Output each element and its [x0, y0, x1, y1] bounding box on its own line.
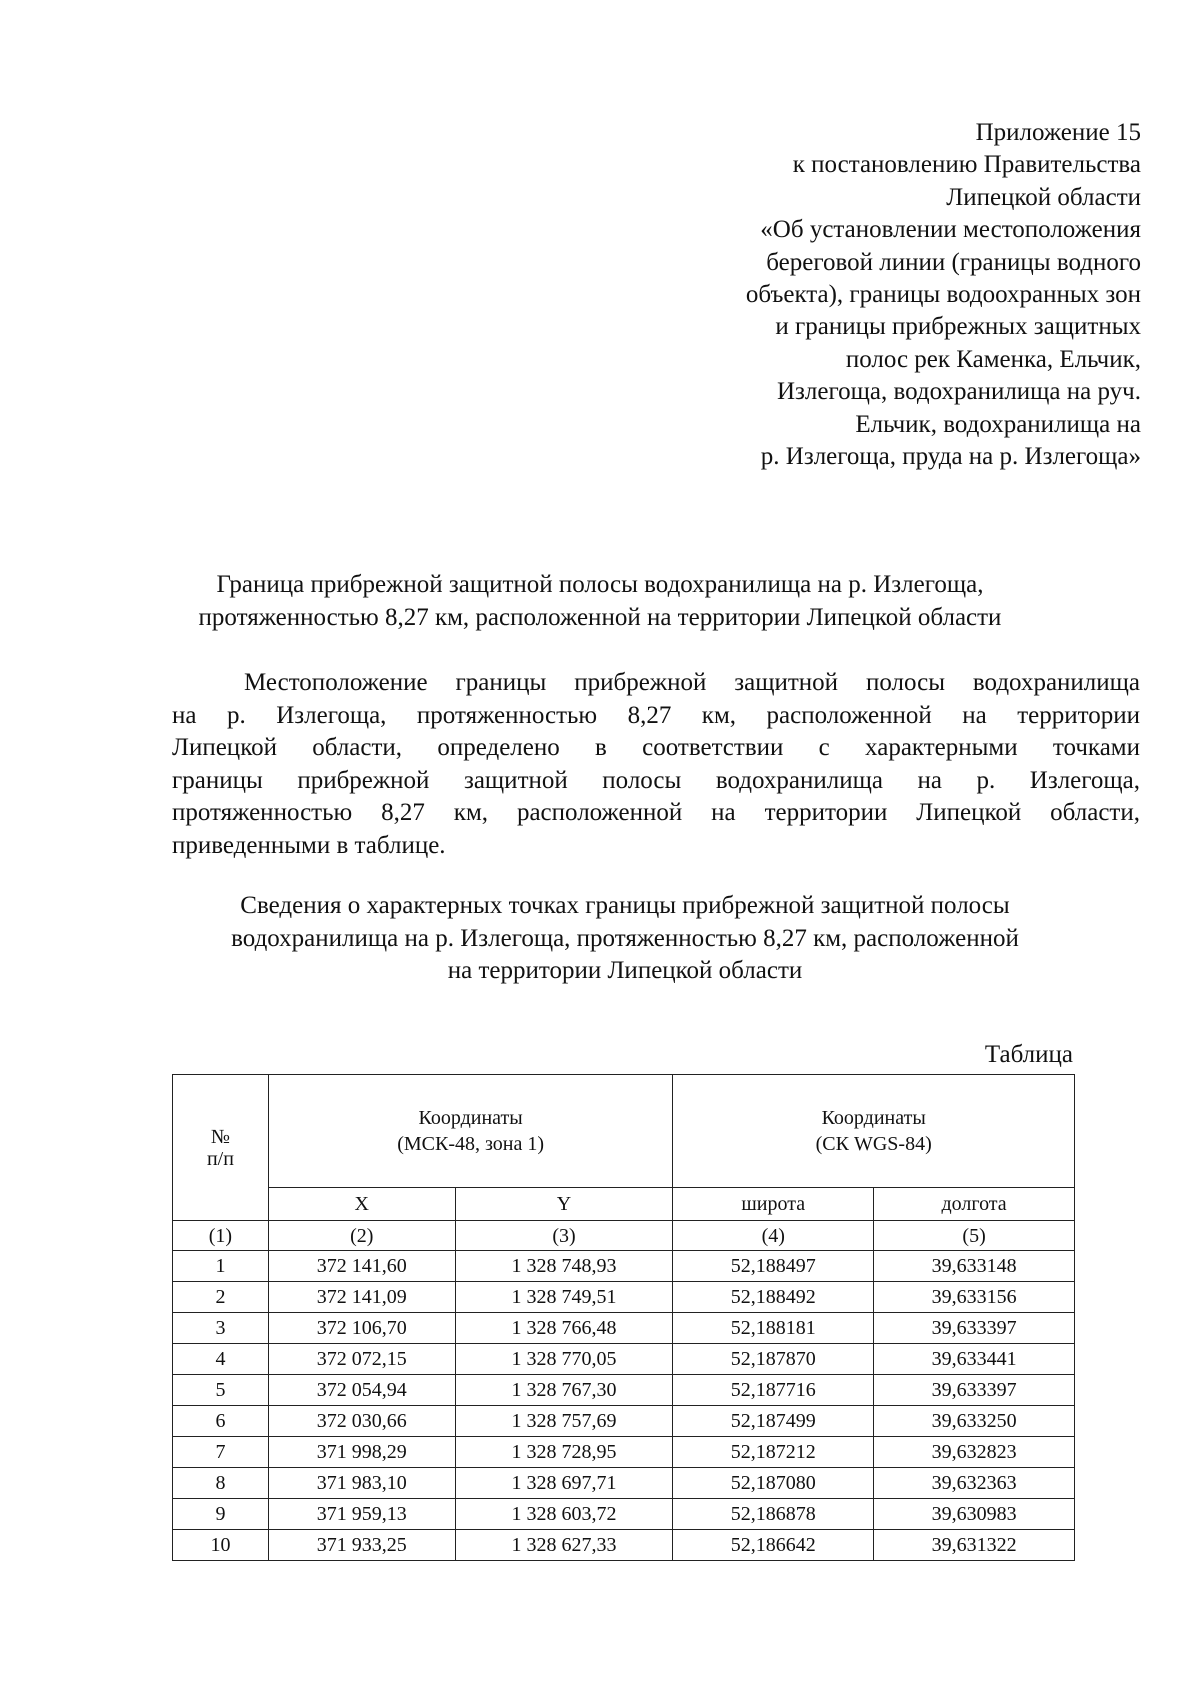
coordinates-table: [172, 1074, 1075, 1561]
appendix-block: [581, 117, 1141, 473]
header-wgs-coordinates: [673, 1075, 1075, 1188]
cell-y: 1 328 627,33: [455, 1530, 673, 1561]
cell-longitude: 39,633250: [874, 1406, 1075, 1437]
cell-longitude: 39,632823: [874, 1437, 1075, 1468]
cell-number: 9: [173, 1499, 269, 1530]
table-row: [173, 1282, 1075, 1313]
document-heading: [150, 568, 1050, 634]
cell-number: 1: [173, 1251, 269, 1282]
appendix-line: Ельчик, водохранилища на: [855, 410, 1141, 438]
table-row: [173, 1530, 1075, 1561]
cell-y: 1 328 748,93: [455, 1251, 673, 1282]
table-row: [173, 1499, 1075, 1530]
cell-latitude: 52,188492: [673, 1282, 874, 1313]
cell-x: 372 141,09: [268, 1282, 455, 1313]
header-number-label: п/п: [206, 1147, 234, 1170]
cell-latitude: 52,187499: [673, 1406, 874, 1437]
header-msk-system: (МСК-48, зона 1): [397, 1133, 545, 1155]
appendix-line: объекта), границы водоохранных зон: [745, 281, 1141, 309]
cell-longitude: 39,633156: [874, 1282, 1075, 1313]
column-number: (2): [268, 1221, 455, 1251]
column-number: (1): [173, 1221, 269, 1251]
paragraph-line: Липецкой области, определено в соответствии с характерными точками: [172, 734, 1140, 762]
cell-latitude: 52,187212: [673, 1437, 874, 1468]
table-subheader-row: [173, 1188, 1075, 1221]
cell-longitude: 39,633441: [874, 1344, 1075, 1375]
caption-line: Сведения о характерных точках границы прибрежной защитной полосы: [240, 892, 1010, 919]
cell-y: 1 328 770,05: [455, 1344, 673, 1375]
heading-line: Граница прибрежной защитной полосы водохранилища на р. Излегоща,: [216, 571, 984, 598]
paragraph-line: Местоположение границы прибрежной защитной полосы водохранилища: [244, 669, 1140, 696]
cell-latitude: 52,188181: [673, 1313, 874, 1344]
header-latitude: широта: [673, 1188, 874, 1221]
cell-number: 2: [173, 1282, 269, 1313]
table-row: [173, 1251, 1075, 1282]
appendix-line: Излегоща, водохранилища на руч.: [776, 378, 1141, 406]
table-row: [173, 1406, 1075, 1437]
caption-line: водохранилища на р. Излегоща, протяженностью 8,27 км, расположенной: [231, 924, 1019, 952]
table-row: [173, 1313, 1075, 1344]
appendix-line: Липецкой области: [946, 183, 1141, 211]
heading-line: протяженностью 8,27 км, расположенной на территории Липецкой области: [198, 604, 1002, 631]
column-number: (4): [673, 1221, 874, 1251]
paragraph-line: протяженностью 8,27 км, расположенной на территории Липецкой области,: [172, 799, 1140, 827]
cell-longitude: 39,631322: [874, 1530, 1075, 1561]
column-number-row: [173, 1221, 1075, 1251]
paragraph-line: на р. Излегоща, протяженностью 8,27 км, расположенной на территории: [172, 701, 1140, 729]
cell-number: 5: [173, 1375, 269, 1406]
cell-longitude: 39,633397: [874, 1375, 1075, 1406]
appendix-line: полос рек Каменка, Ельчик,: [845, 345, 1141, 373]
appendix-line: к постановлению Правительства: [792, 151, 1141, 179]
appendix-line: Приложение 15: [975, 119, 1141, 146]
cell-y: 1 328 749,51: [455, 1282, 673, 1313]
header-msk-title: Координаты: [418, 1107, 523, 1129]
appendix-line: «Об установлении местоположения: [760, 216, 1141, 244]
table-row: [173, 1437, 1075, 1468]
table-label: Таблица: [984, 1041, 1073, 1068]
cell-y: 1 328 767,30: [455, 1375, 673, 1406]
body-paragraph: [172, 667, 1140, 863]
cell-number: 3: [173, 1313, 269, 1344]
cell-y: 1 328 728,95: [455, 1437, 673, 1468]
cell-x: 372 072,15: [268, 1344, 455, 1375]
cell-number: 10: [173, 1530, 269, 1561]
appendix-line: и границы прибрежных защитных: [775, 313, 1141, 341]
cell-number: 7: [173, 1437, 269, 1468]
appendix-line: береговой линии (границы водного: [766, 248, 1141, 276]
header-wgs-title: Координаты: [821, 1107, 926, 1129]
cell-longitude: 39,633148: [874, 1251, 1075, 1282]
cell-x: 371 959,13: [268, 1499, 455, 1530]
header-x: X: [268, 1188, 455, 1221]
header-number-symbol: №: [210, 1125, 230, 1148]
cell-longitude: 39,633397: [874, 1313, 1075, 1344]
table-row: [173, 1375, 1075, 1406]
header-y: Y: [455, 1188, 673, 1221]
cell-x: 371 998,29: [268, 1437, 455, 1468]
cell-latitude: 52,188497: [673, 1251, 874, 1282]
paragraph-line: приведенными в таблице.: [172, 831, 446, 859]
cell-latitude: 52,186878: [673, 1499, 874, 1530]
table-row: [173, 1468, 1075, 1499]
header-number: [173, 1075, 269, 1221]
cell-longitude: 39,632363: [874, 1468, 1075, 1499]
column-number: (5): [874, 1221, 1075, 1251]
cell-latitude: 52,186642: [673, 1530, 874, 1561]
cell-number: 6: [173, 1406, 269, 1437]
table-caption: [150, 890, 1100, 988]
cell-y: 1 328 697,71: [455, 1468, 673, 1499]
cell-x: 372 030,66: [268, 1406, 455, 1437]
table-row: [173, 1344, 1075, 1375]
cell-latitude: 52,187080: [673, 1468, 874, 1499]
header-msk-coordinates: [268, 1075, 672, 1188]
cell-x: 372 141,60: [268, 1251, 455, 1282]
header-longitude: долгота: [874, 1188, 1075, 1221]
cell-longitude: 39,630983: [874, 1499, 1075, 1530]
cell-y: 1 328 603,72: [455, 1499, 673, 1530]
cell-x: 371 933,25: [268, 1530, 455, 1561]
caption-line: на территории Липецкой области: [447, 957, 803, 985]
column-number: (3): [455, 1221, 673, 1251]
table-header-row: [173, 1075, 1075, 1188]
header-wgs-system: (СК WGS-84): [815, 1133, 932, 1155]
cell-x: 371 983,10: [268, 1468, 455, 1499]
cell-number: 4: [173, 1344, 269, 1375]
cell-y: 1 328 757,69: [455, 1406, 673, 1437]
cell-latitude: 52,187870: [673, 1344, 874, 1375]
cell-y: 1 328 766,48: [455, 1313, 673, 1344]
cell-number: 8: [173, 1468, 269, 1499]
cell-latitude: 52,187716: [673, 1375, 874, 1406]
cell-x: 372 106,70: [268, 1313, 455, 1344]
paragraph-line: границы прибрежной защитной полосы водохранилища на р. Излегоща,: [172, 766, 1140, 794]
cell-x: 372 054,94: [268, 1375, 455, 1406]
appendix-line: р. Излегоща, пруда на р. Излегоща»: [760, 443, 1141, 471]
